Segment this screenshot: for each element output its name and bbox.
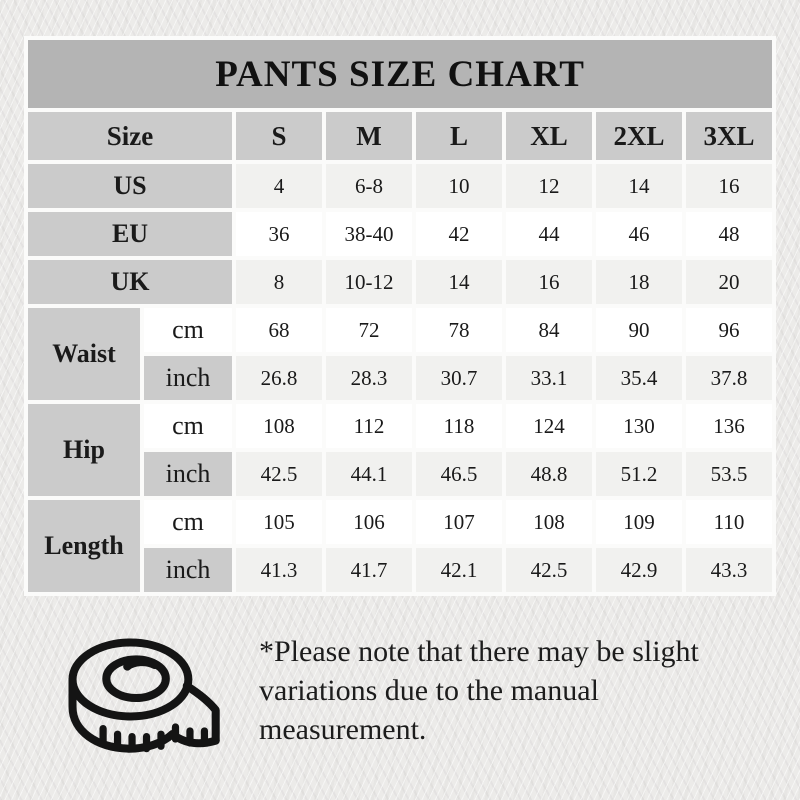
size-value-cell: 8: [236, 260, 322, 304]
size-value-cell: 14: [596, 164, 682, 208]
row-label-length: Length: [28, 500, 140, 592]
size-value-cell: 42.9: [596, 548, 682, 592]
size-value-cell: 12: [506, 164, 592, 208]
column-header-s: S: [236, 112, 322, 160]
size-value-cell: 16: [506, 260, 592, 304]
chart-title: PANTS SIZE CHART: [28, 40, 772, 108]
size-value-cell: 84: [506, 308, 592, 352]
page-background: [0, 36, 800, 774]
unit-label-inch: inch: [144, 452, 232, 496]
size-value-cell: 4: [236, 164, 322, 208]
size-value-cell: 20: [686, 260, 772, 304]
size-value-cell: 48: [686, 212, 772, 256]
size-value-cell: 36: [236, 212, 322, 256]
size-value-cell: 37.8: [686, 356, 772, 400]
row-label-waist: Waist: [28, 308, 140, 400]
size-value-cell: 6-8: [326, 164, 412, 208]
size-value-cell: 10: [416, 164, 502, 208]
column-header-3xl: 3XL: [686, 112, 772, 160]
size-corner-header: Size: [28, 112, 232, 160]
column-header-xl: XL: [506, 112, 592, 160]
size-value-cell: 35.4: [596, 356, 682, 400]
unit-label-inch: inch: [144, 548, 232, 592]
size-value-cell: 41.7: [326, 548, 412, 592]
size-value-cell: 110: [686, 500, 772, 544]
size-value-cell: 78: [416, 308, 502, 352]
size-value-cell: 42: [416, 212, 502, 256]
size-value-cell: 130: [596, 404, 682, 448]
size-value-cell: 72: [326, 308, 412, 352]
size-value-cell: 38-40: [326, 212, 412, 256]
size-value-cell: 44: [506, 212, 592, 256]
row-label-hip: Hip: [28, 404, 140, 496]
unit-label-cm: cm: [144, 404, 232, 448]
size-value-cell: 43.3: [686, 548, 772, 592]
size-value-cell: 109: [596, 500, 682, 544]
size-value-cell: 18: [596, 260, 682, 304]
row-label-eu: EU: [28, 212, 232, 256]
header-row: [28, 112, 772, 160]
size-value-cell: 96: [686, 308, 772, 352]
unit-label-cm: cm: [144, 308, 232, 352]
size-value-cell: 46: [596, 212, 682, 256]
size-value-cell: 48.8: [506, 452, 592, 496]
size-value-cell: 112: [326, 404, 412, 448]
size-value-cell: 108: [506, 500, 592, 544]
table-row-waist-cm: [28, 308, 772, 352]
size-value-cell: 124: [506, 404, 592, 448]
column-header-l: L: [416, 112, 502, 160]
table-row-uk: [28, 260, 772, 304]
size-value-cell: 53.5: [686, 452, 772, 496]
size-value-cell: 14: [416, 260, 502, 304]
size-value-cell: 51.2: [596, 452, 682, 496]
unit-label-inch: inch: [144, 356, 232, 400]
size-value-cell: 118: [416, 404, 502, 448]
size-value-cell: 106: [326, 500, 412, 544]
column-header-m: M: [326, 112, 412, 160]
size-chart-container: [24, 36, 776, 596]
size-value-cell: 105: [236, 500, 322, 544]
measuring-tape-icon: [50, 622, 235, 774]
size-value-cell: 41.3: [236, 548, 322, 592]
size-value-cell: 107: [416, 500, 502, 544]
size-value-cell: 10-12: [326, 260, 412, 304]
unit-label-cm: cm: [144, 500, 232, 544]
measurement-note: *Please note that there may be slight variations due to the manual measurement.: [259, 635, 699, 746]
size-value-cell: 33.1: [506, 356, 592, 400]
row-label-uk: UK: [28, 260, 232, 304]
title-row: [28, 40, 772, 108]
table-row-us: [28, 164, 772, 208]
size-value-cell: 90: [596, 308, 682, 352]
size-value-cell: 44.1: [326, 452, 412, 496]
size-value-cell: 42.5: [506, 548, 592, 592]
size-value-cell: 108: [236, 404, 322, 448]
size-value-cell: 28.3: [326, 356, 412, 400]
size-value-cell: 30.7: [416, 356, 502, 400]
row-label-us: US: [28, 164, 232, 208]
size-value-cell: 68: [236, 308, 322, 352]
size-value-cell: 42.5: [236, 452, 322, 496]
size-value-cell: 16: [686, 164, 772, 208]
column-header-2xl: 2XL: [596, 112, 682, 160]
table-row-length-cm: [28, 500, 772, 544]
size-value-cell: 46.5: [416, 452, 502, 496]
footer-note-section: [0, 622, 800, 774]
table-row-hip-cm: [28, 404, 772, 448]
size-value-cell: 26.8: [236, 356, 322, 400]
pants-size-chart-table: [24, 36, 776, 596]
size-value-cell: 136: [686, 404, 772, 448]
size-value-cell: 42.1: [416, 548, 502, 592]
table-row-eu: [28, 212, 772, 256]
